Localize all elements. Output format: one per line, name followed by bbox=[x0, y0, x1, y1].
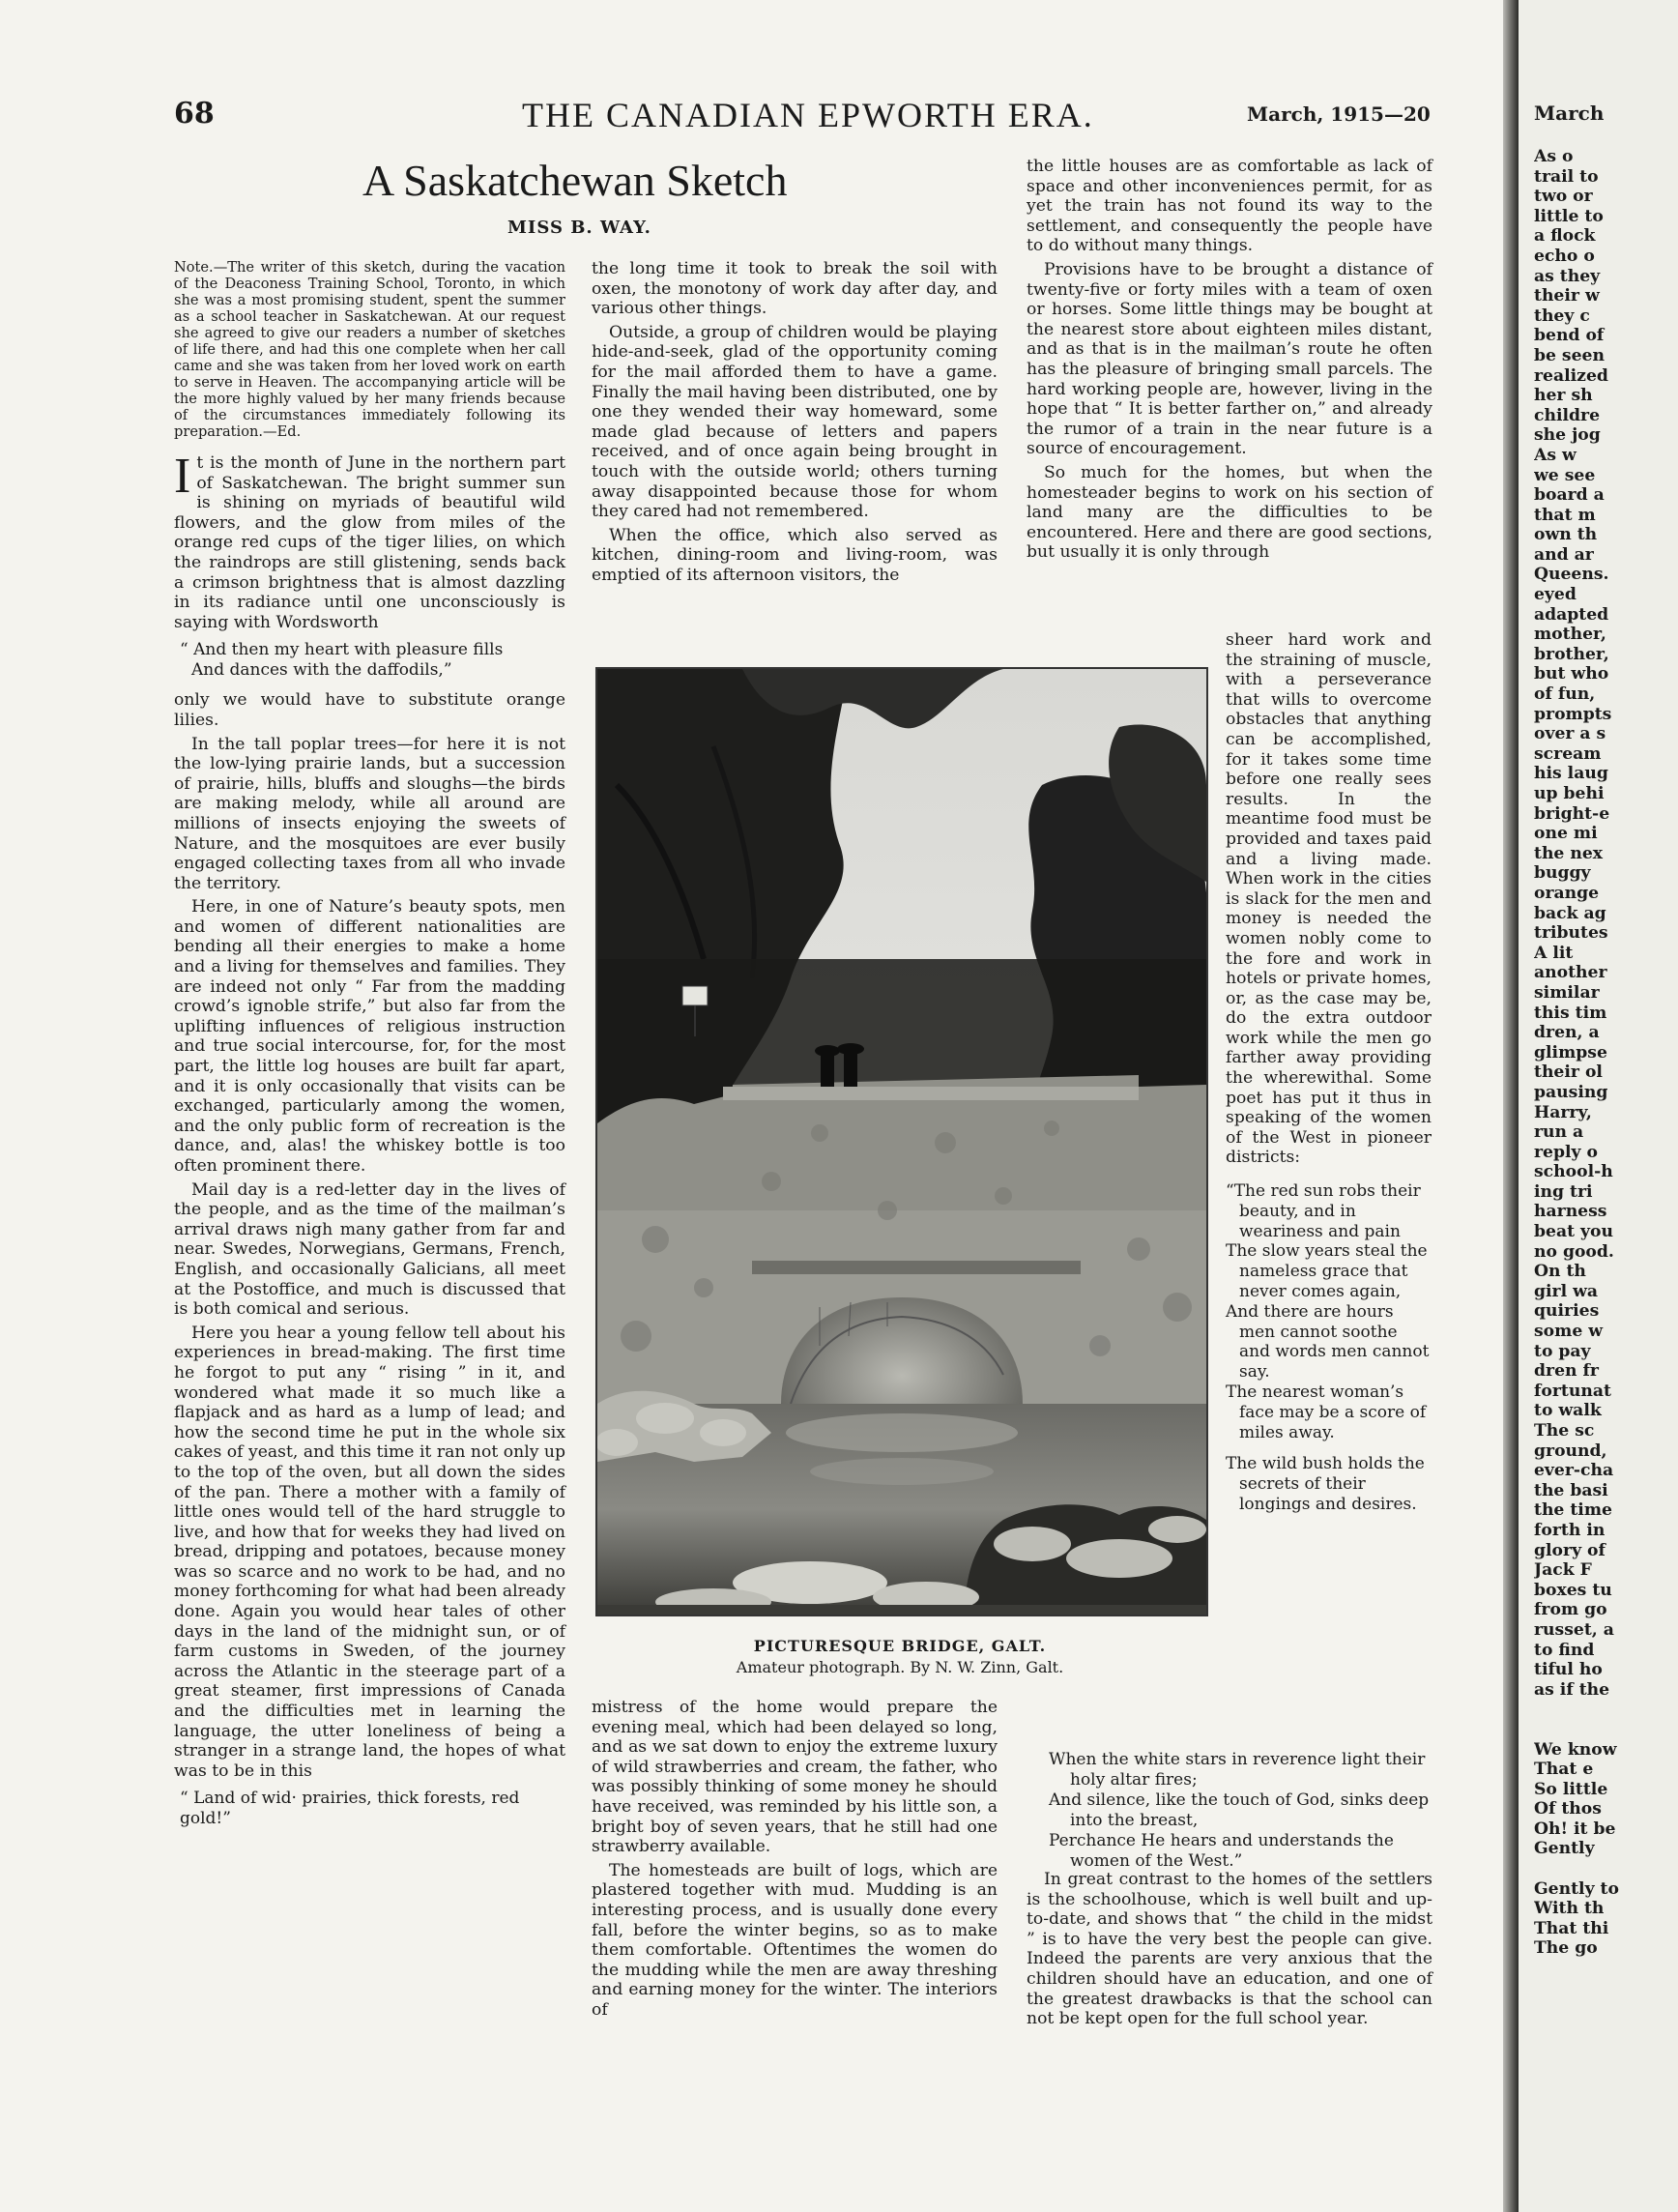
issue-date: March, 1915—20 bbox=[1247, 102, 1431, 126]
adjacent-page-line: to pay bbox=[1534, 1341, 1591, 1361]
adjacent-page-line: over a s bbox=[1534, 724, 1606, 744]
adjacent-page-line: her sh bbox=[1534, 386, 1593, 406]
adjacent-page-line: As o bbox=[1534, 147, 1574, 166]
paragraph: Mail day is a red-letter day in the lives of the people, and as the time of the mailman’s arrival draws nigh many gather from far and near. Swedes, Norwegians, Germans, French, English, and occasionally Galicians, all meet at the Postoffice, and much is discussed that is both comical and serious. bbox=[174, 1179, 565, 1320]
adjacent-page-line: that m bbox=[1534, 505, 1596, 525]
adjacent-page-line: dren, a bbox=[1534, 1023, 1600, 1043]
adjacent-page-line: some w bbox=[1534, 1322, 1604, 1342]
poem-line: “The red sun robs their beauty, and in weariness and pain bbox=[1226, 1181, 1421, 1241]
paragraph: In great contrast to the homes of the settlers is the schoolhouse, which is well built and up-to-date, and shows that “ the child in the midst ” is to have the very best the people can give. Indeed the parents are very anxious that the children should have an education, and one of the greatest drawbacks is that the school can not be kept open for the full school year. bbox=[1027, 1870, 1432, 2029]
adjacent-page-line: ing tri bbox=[1534, 1181, 1593, 1202]
adjacent-page-line: no good. bbox=[1534, 1241, 1614, 1262]
adjacent-page-line: adapted bbox=[1534, 604, 1609, 625]
adjacent-page-line: from go bbox=[1534, 1600, 1607, 1620]
adjacent-page-line: own th bbox=[1534, 525, 1598, 545]
adjacent-page-line: Queens. bbox=[1534, 565, 1609, 585]
paragraph: Here you hear a young fellow tell about his experiences in bread-making. The first time he forgot to put any “ rising ” in it, and wondered what made it so much like a flapjack and as hard as a lump of lead; and how the second time he put in the whole six cakes of yeast, and this time it ran not only up to the top of the oven, but all down the sides of the pan. There a mother with a family of little ones would tell of the hard struggle to live, and how that for weeks they had lived on bread, dripping and potatoes, because money was so scarce and no work to be had, and no money forthcoming for what had been already done. Again you would hear tales of other days in the land of the midnight sun, or of farm customs in Sweden, of the journey across the Atlantic in the steerage part of a great steamer, first impressions of Canada and the difficulties met in learning the language, the utter loneliness of being a stranger in a strange land, the hopes of what was to be in this bbox=[174, 1323, 565, 1781]
adjacent-page-line: The go bbox=[1534, 1938, 1598, 1959]
adjacent-page-line: forth in bbox=[1534, 1520, 1606, 1540]
verse-line: “ And then my heart with pleasure fills bbox=[180, 640, 504, 660]
adjacent-page-line: the time bbox=[1534, 1500, 1612, 1521]
adjacent-page-line: With th bbox=[1534, 1899, 1605, 1919]
adjacent-page-line: pausing bbox=[1534, 1082, 1608, 1102]
adjacent-page-line: russet, a bbox=[1534, 1619, 1614, 1640]
paragraph: only we would have to substitute orange lilies. bbox=[174, 690, 565, 730]
caption-title: PICTURESQUE BRIDGE, GALT. bbox=[753, 1637, 1047, 1655]
adjacent-page-line: but who bbox=[1534, 664, 1609, 684]
page-gutter bbox=[1503, 0, 1519, 2212]
poem-line: The nearest woman’s face may be a score of miles away. bbox=[1226, 1382, 1427, 1442]
adjacent-page-line: The sc bbox=[1534, 1421, 1595, 1441]
adjacent-page-line: glimpse bbox=[1534, 1042, 1607, 1062]
paragraph: Provisions have to be brought a distance of twenty-five or forty miles with a team of oxen or horses. Some little things may be bought at the nearest store about eighteen miles distant, and as that is in the mailman’s route he often has the pleasure of bringing small parcels. The hard working people are, however, living in the hope that “ It is better farther on,” and already the rumor of a train in the near future is a source of encouragement. bbox=[1027, 259, 1432, 459]
poem-line: Perchance He hears and understands the women of the West.” bbox=[1049, 1831, 1394, 1871]
adjacent-page-line: harness bbox=[1534, 1202, 1607, 1222]
poem-line: When the white stars in reverence light their holy altar fires; bbox=[1049, 1750, 1426, 1790]
adjacent-page-line: back ag bbox=[1534, 903, 1606, 923]
adjacent-page-line: ever-cha bbox=[1534, 1461, 1614, 1481]
adjacent-page-line: one mi bbox=[1534, 824, 1598, 844]
adjacent-page-line: realized bbox=[1534, 365, 1608, 386]
adjacent-page-line: Gently to bbox=[1534, 1878, 1619, 1899]
adjacent-page-line: be seen bbox=[1534, 345, 1605, 365]
adjacent-page-line: brother, bbox=[1534, 644, 1609, 664]
adjacent-page-line: run a bbox=[1534, 1122, 1584, 1143]
adjacent-page-line: up behi bbox=[1534, 784, 1605, 803]
adjacent-page-text bbox=[1534, 147, 1678, 1959]
adjacent-page-line: bright-e bbox=[1534, 803, 1610, 824]
adjacent-page-line: On th bbox=[1534, 1262, 1586, 1282]
adjacent-page-line: buggy bbox=[1534, 863, 1591, 884]
adjacent-page-line: as if the bbox=[1534, 1679, 1610, 1700]
paragraph: the little houses are as comfortable as lack of space and other inconveniences permit, for as yet the train has not found its way to the settlement, and consequently the people have to do without many things. bbox=[1027, 157, 1432, 256]
adjacent-page-line: two or bbox=[1534, 187, 1593, 207]
adjacent-page-line: Harry, bbox=[1534, 1102, 1592, 1122]
adjacent-page-line: As w bbox=[1534, 445, 1577, 465]
adjacent-page-line: to walk bbox=[1534, 1401, 1602, 1421]
adjacent-page-line: dren fr bbox=[1534, 1361, 1599, 1382]
adjacent-page-line: she jog bbox=[1534, 425, 1601, 446]
adjacent-page-line: similar bbox=[1534, 982, 1600, 1003]
adjacent-page-line: as they bbox=[1534, 266, 1601, 286]
adjacent-page-line: Jack F bbox=[1534, 1560, 1592, 1581]
adjacent-page-line: we see bbox=[1534, 465, 1596, 485]
paragraph: Outside, a group of children would be playing hide-and-seek, glad of the opportunity coming for the mail afforded them to have a game. Finally the mail having been distributed, one by one they wended their way homeward, some made glad because of letters and papers received, and of once again being brought in touch with the outside world; others turning away disappointed because those for whom they cared had not remembered. bbox=[592, 322, 998, 522]
adjacent-page-line: his laug bbox=[1534, 764, 1608, 784]
paragraph bbox=[174, 449, 565, 632]
adjacent-page-line: board a bbox=[1534, 485, 1605, 506]
adjacent-page-line: school-h bbox=[1534, 1162, 1613, 1182]
column-3-narrow bbox=[1226, 630, 1432, 1525]
paragraph-text: t is the month of June in the northern part of Saskatchewan. The bright summer sun is shining on myriads of beautiful wild flowers, and the glow from miles of the orange red cups of the tiger lilies, on which the raindrops are still glistening, sends back a crimson brightness that is almost dazzling in its radiance until one unconsciously is saying with Wordsworth bbox=[174, 453, 565, 632]
adjacent-page-line: tributes bbox=[1534, 923, 1608, 944]
poem-line: And there are hours men cannot soothe and words men cannot say. bbox=[1226, 1301, 1430, 1382]
column-1 bbox=[174, 259, 565, 1839]
quoted-verse bbox=[174, 1789, 565, 1829]
drop-cap: I bbox=[174, 449, 191, 504]
adjacent-page-line: We know bbox=[1534, 1739, 1617, 1760]
adjacent-page-line: their w bbox=[1534, 286, 1600, 306]
adjacent-page-line: That thi bbox=[1534, 1918, 1609, 1938]
quoted-verse bbox=[174, 640, 565, 681]
adjacent-page-line: childre bbox=[1534, 405, 1601, 425]
adjacent-page-line: fortunat bbox=[1534, 1381, 1611, 1401]
paragraph: The homesteads are built of logs, which are plastered together with mud. Mudding is an interesting process, and is usually done every fall, before the winter begins, so as to make them comfortable. Oftentimes the women do the mudding while the men are away threshing and earning money for the winter. The interiors of bbox=[592, 1860, 998, 2020]
adjacent-page-line: beat you bbox=[1534, 1222, 1613, 1242]
poem-stanza-gap bbox=[1226, 1442, 1432, 1454]
paragraph: mistress of the home would prepare the evening meal, which had been delayed so long, and as we sat down to enjoy the extreme luxury of wild strawberries and cream, the father, who was possibly thinking of some money he should have received, was reminded by his little son, a bright boy of seven years, that he still had one strawberry available. bbox=[592, 1698, 998, 1857]
adjacent-page-line: So little bbox=[1534, 1779, 1608, 1799]
adjacent-page-line: Gently bbox=[1534, 1839, 1595, 1859]
adjacent-page-line: their ol bbox=[1534, 1062, 1603, 1083]
adjacent-page-line: the basi bbox=[1534, 1480, 1608, 1500]
adjacent-page-line: this tim bbox=[1534, 1003, 1607, 1023]
page-number: 68 bbox=[174, 97, 215, 131]
adjacent-page-line: eyed bbox=[1534, 585, 1577, 605]
adjacent-page-line: and ar bbox=[1534, 544, 1594, 565]
paragraph: Here, in one of Nature’s beauty spots, men and women of different nationalities are bending all their energies to make a home and a living for themselves and families. They are indeed not only “ Far from the madding crowd’s ignoble strife,” but also far from the uplifting influences of religious instruction and true social intercourse, for, for the most part, the little log houses are built far apart, and it is only occasionally that visits can be exchanged, particularly among the women, and the only public form of recreation is the dance, and, alas! the whiskey bottle is too often prominent there. bbox=[174, 897, 565, 1176]
poem-continuation bbox=[1049, 1750, 1433, 1872]
photo-caption bbox=[595, 1636, 1204, 1678]
adjacent-page-line bbox=[1534, 1700, 1678, 1720]
paragraph: sheer hard work and the straining of muscle, with a perseverance that wills to overcome obstacles that anything can be accomplished, for it takes some time before one really sees results. In the meantime food must be provided and taxes paid and a living made. When work in the cities is slack for the men and money is needed the women nobly come to the fore and work in hotels or private homes, or, as the case may be, do the extra outdoor work while the men go farther away providing the wherewithal. Some poet has put it thus in speaking of the women of the West in pioneer districts: bbox=[1226, 630, 1432, 1168]
poem-line: And silence, like the touch of God, sinks deep into the breast, bbox=[1049, 1790, 1430, 1830]
poem-line: The slow years steal the nameless grace that never comes again, bbox=[1226, 1241, 1428, 1302]
adjacent-page-line: of fun, bbox=[1534, 684, 1596, 705]
column-2-top bbox=[592, 259, 998, 590]
adjacent-page-line bbox=[1534, 1720, 1678, 1740]
adjacent-page-line: little to bbox=[1534, 206, 1604, 226]
article-title: A Saskatchewan Sketch bbox=[362, 156, 788, 205]
adjacent-page-line: reply o bbox=[1534, 1142, 1598, 1162]
adjacent-page-line: mother, bbox=[1534, 625, 1606, 645]
adjacent-page-line: they c bbox=[1534, 306, 1590, 326]
verse-line: And dances with the daffodils,” bbox=[191, 660, 452, 681]
editor-note: Note.—The writer of this sketch, during the vacation of the Deaconess Training School, Toronto, in which she was a most promising student, spent the summer as a school teacher in Saskatchewan. At our request she agreed to give our readers a number of sketches of life there, and had this one complete when her call came and she was taken from her loved work on earth to serve in Heaven. The accompanying article will be the more highly valued by her many friends because of the circumstances immediately following its preparation.—Ed. bbox=[174, 259, 565, 440]
adjacent-page-header: March bbox=[1534, 102, 1605, 125]
adjacent-page-line: glory of bbox=[1534, 1540, 1606, 1560]
adjacent-page-line: orange bbox=[1534, 883, 1600, 903]
caption-credit: Amateur photograph. By N. W. Zinn, Galt. bbox=[736, 1658, 1064, 1676]
adjacent-page-line: boxes tu bbox=[1534, 1580, 1612, 1600]
adjacent-page-edge bbox=[1519, 0, 1678, 2212]
paragraph: When the office, which also served as kitchen, dining-room and living-room, was emptied of its afternoon visitors, the bbox=[592, 525, 998, 585]
bridge-photo-image bbox=[597, 669, 1206, 1615]
adjacent-page-line: trail to bbox=[1534, 166, 1599, 187]
article-byline: MISS B. WAY. bbox=[507, 218, 651, 238]
verse-line: “ Land of wid· prairies, thick forests, red gold!” bbox=[180, 1789, 520, 1829]
adjacent-page-line: bend of bbox=[1534, 326, 1605, 346]
adjacent-page-line: Oh! it be bbox=[1534, 1819, 1616, 1839]
adjacent-page-line: echo o bbox=[1534, 246, 1595, 266]
column-3-bottom bbox=[1027, 1870, 1432, 2033]
adjacent-page-line: ground, bbox=[1534, 1441, 1607, 1461]
column-3-top bbox=[1027, 157, 1432, 567]
adjacent-page-line: a flock bbox=[1534, 226, 1596, 247]
poem-line: The wild bush holds the secrets of their longings and desires. bbox=[1226, 1454, 1425, 1514]
adjacent-page-line: That e bbox=[1534, 1760, 1594, 1780]
adjacent-page-line: prompts bbox=[1534, 704, 1612, 724]
adjacent-page-line: quiries bbox=[1534, 1301, 1600, 1322]
page-header bbox=[0, 97, 1503, 145]
poem-block bbox=[1226, 1181, 1432, 1515]
adjacent-page-line: another bbox=[1534, 963, 1607, 983]
publication-title: THE CANADIAN EPWORTH ERA. bbox=[522, 96, 1094, 134]
adjacent-page-line: tiful ho bbox=[1534, 1660, 1603, 1680]
paragraph: So much for the homes, but when the homesteader begins to work on his section of land many are the difficulties to be encountered. Here and there are good sections, but usually it is only through bbox=[1027, 462, 1432, 563]
paragraph: In the tall poplar trees—for here it is not the low-lying prairie lands, but a succession of prairie, hills, bluffs and sloughs—the birds are making melody, while all around are millions of insects enjoying the sweets of Nature, and the mosquitoes are ever busily engaged collecting taxes from all who invade the territory. bbox=[174, 734, 565, 893]
adjacent-page-line: to find bbox=[1534, 1640, 1595, 1660]
adjacent-page-line: girl wa bbox=[1534, 1281, 1599, 1301]
adjacent-page-line: the nex bbox=[1534, 843, 1604, 863]
adjacent-page-line: Of thos bbox=[1534, 1799, 1602, 1819]
adjacent-page-line bbox=[1534, 1859, 1678, 1879]
adjacent-page-line: A lit bbox=[1534, 943, 1574, 963]
paragraph: the long time it took to break the soil with oxen, the monotony of work day after day, and various other things. bbox=[592, 259, 998, 319]
adjacent-page-line: scream bbox=[1534, 743, 1602, 764]
bridge-photograph bbox=[595, 667, 1208, 1616]
column-2-bottom bbox=[592, 1698, 998, 2024]
